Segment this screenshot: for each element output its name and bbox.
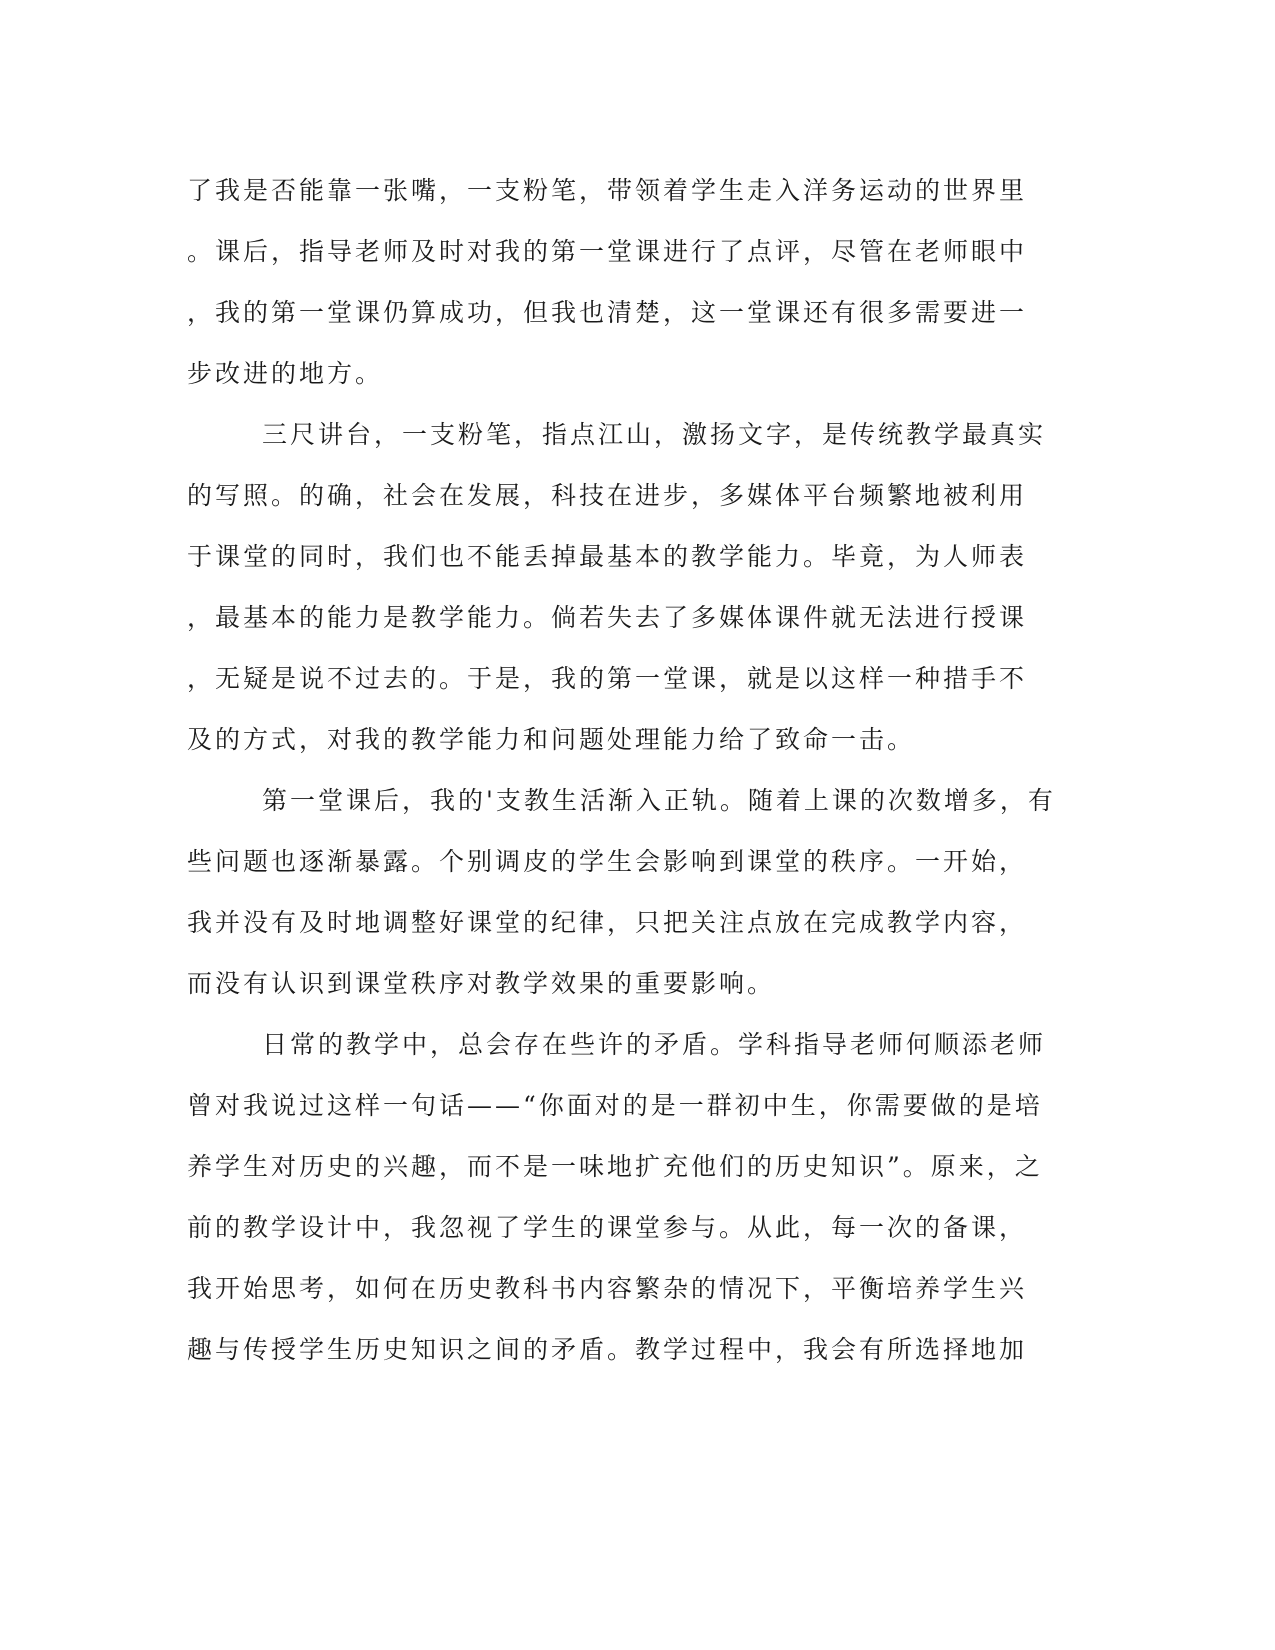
text-line: 前的教学设计中，我忽视了学生的课堂参与。从此，每一次的备课， (187, 1213, 1028, 1242)
text-line: ，最基本的能力是教学能力。倘若失去了多媒体课件就无法进行授课 (187, 603, 1028, 632)
text-line: 趣与传授学生历史知识之间的矛盾。教学过程中，我会有所选择地加 (187, 1335, 1028, 1364)
paragraph-first-line: 三尺讲台，一支粉笔，指点江山，激扬文字，是传统教学最真实 (262, 420, 1047, 449)
text-line: 及的方式，对我的教学能力和问题处理能力给了致命一击。 (187, 725, 916, 754)
text-line: 。课后，指导老师及时对我的第一堂课进行了点评，尽管在老师眼中 (187, 237, 1028, 266)
text-line: 的写照。的确，社会在发展，科技在进步，多媒体平台频繁地被利用 (187, 481, 1028, 510)
text-line: 些问题也逐渐暴露。个别调皮的学生会影响到课堂的秩序。一开始， (187, 847, 1028, 876)
text-line: 曾对我说过这样一句话——“你面对的是一群初中生，你需要做的是培 (187, 1091, 1043, 1120)
text-line: ，我的第一堂课仍算成功，但我也清楚，这一堂课还有很多需要进一 (187, 298, 1028, 327)
text-line: 于课堂的同时，我们也不能丢掉最基本的教学能力。毕竟，为人师表 (187, 542, 1028, 571)
paragraph-first-line: 日常的教学中，总会存在些许的矛盾。学科指导老师何顺添老师 (262, 1030, 1047, 1059)
paragraph-first-line: 第一堂课后，我的'支教生活渐入正轨。随着上课的次数增多，有 (262, 786, 1056, 815)
text-line: 我开始思考，如何在历史教科书内容繁杂的情况下，平衡培养学生兴 (187, 1274, 1028, 1303)
text-line: 养学生对历史的兴趣，而不是一味地扩充他们的历史知识”。原来，之 (187, 1152, 1043, 1181)
text-line: 我并没有及时地调整好课堂的纪律，只把关注点放在完成教学内容， (187, 908, 1028, 937)
text-line: 而没有认识到课堂秩序对教学效果的重要影响。 (187, 969, 776, 998)
text-line: 步改进的地方。 (187, 359, 384, 388)
body-text (187, 160, 1067, 1380)
text-line: 了我是否能靠一张嘴，一支粉笔，带领着学生走入洋务运动的世界里 (187, 176, 1028, 205)
text-line: ，无疑是说不过去的。于是，我的第一堂课，就是以这样一种措手不 (187, 664, 1028, 693)
